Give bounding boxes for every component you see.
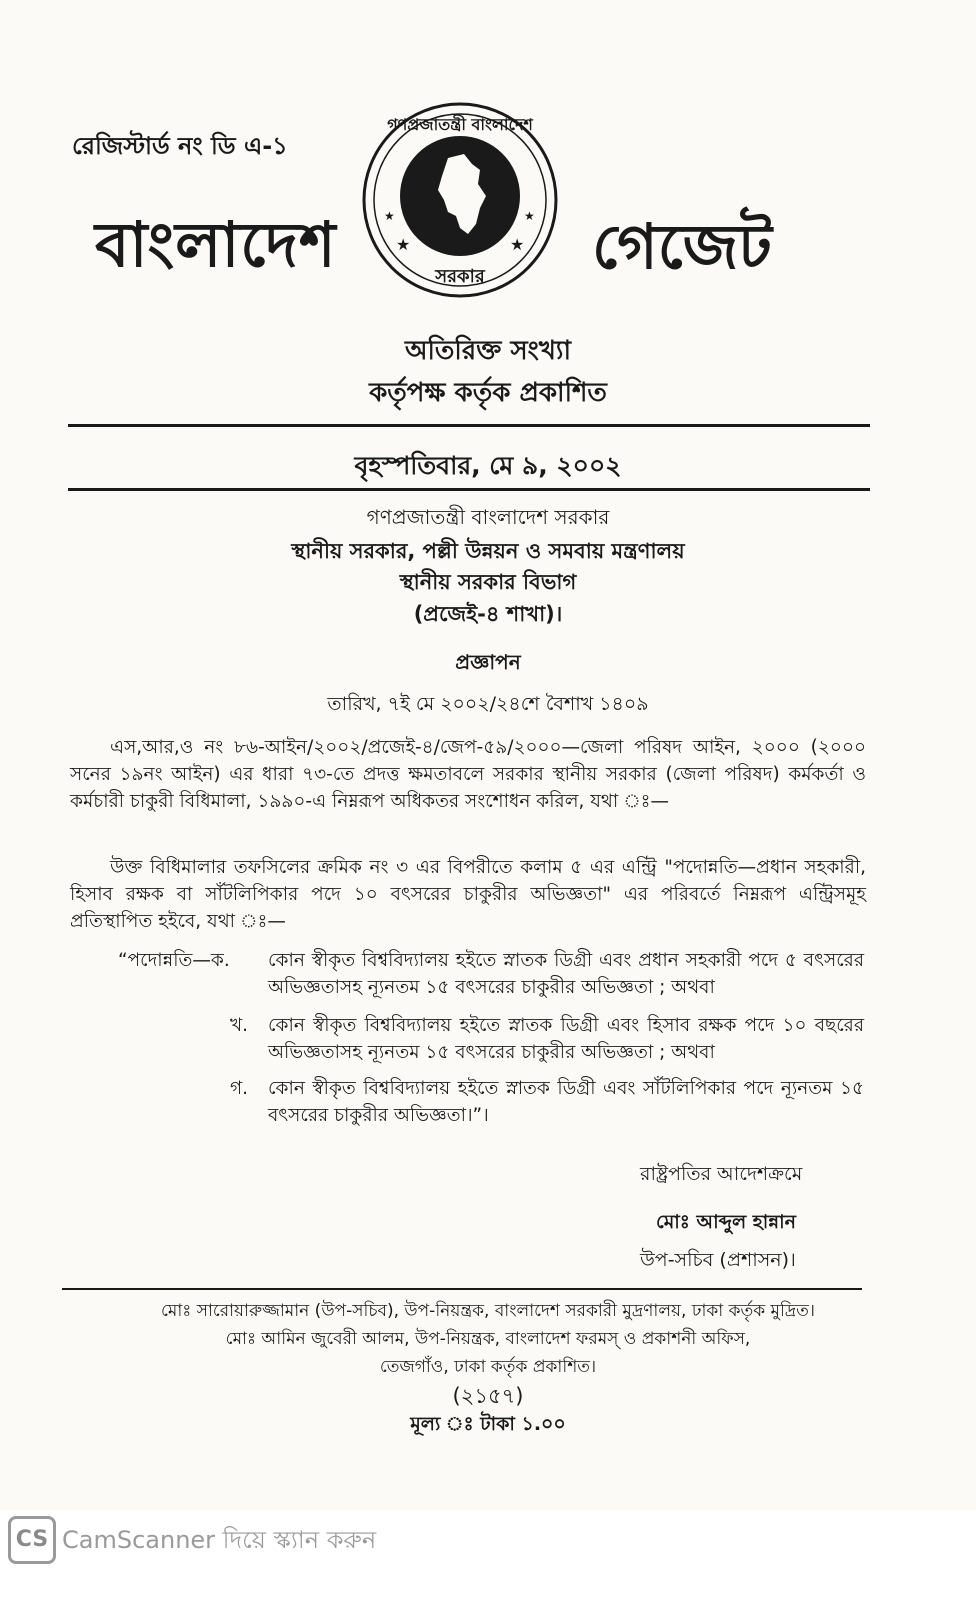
government-name: গণপ্রজাতন্ত্রী বাংলাদেশ সরকার (366, 505, 610, 529)
ministry-name: স্থানীয় সরকার, পল্লী উন্নয়ন ও সমবায় মন্ত্রণালয় (291, 539, 685, 563)
notice-paragraph-2: উক্ত বিধিমালার তফসিলের ক্রমিক নং ৩ এর বিপরীতে কলাম ৫ এর এন্ট্রি "পদোন্নতি—প্রধান সহকারী, হিসাব রক্ষক বা সাঁটলিপিকার পদে ১০ বৎসরের চাকুরীর অভিজ্ঞতা" এর পরিবর্তে নিম্নরূপ এন্ট্রিসমূহ প্রতিস্থাপিত হইবে, যথা ঃ— (70, 857, 866, 932)
footer-published-by-1: মোঃ আমিন জুবেরী আলম, উপ-নিয়ন্ত্রক, বাংলাদেশ ফরমস্ ও প্রকাশনী অফিস, (225, 1329, 751, 1349)
seal-top-text: গণপ্রজাতন্ত্রী বাংলাদেশ (387, 115, 533, 134)
masthead-title-right: গেজেট (592, 210, 772, 283)
gazette-date: বৃহস্পতিবার, মে ৯, ২০০২ (354, 451, 622, 480)
signature-order: রাষ্ট্রপতির আদেশক্রমে (640, 1163, 803, 1185)
svg-text:★: ★ (396, 235, 411, 254)
government-seal-icon (360, 100, 560, 300)
camscanner-watermark-text: CamScanner দিয়ে স্ক্যান করুন (62, 1526, 377, 1554)
header-rule-bottom (68, 488, 870, 491)
notice-paragraph-1: এস,আর,ও নং ৮৬-আইন/২০০২/প্রজেই-৪/জেপ-৫৯/২০০০—জেলা পরিষদ আইন, ২০০০ (২০০০ সনের ১৯নং আইন) এর ধারা ৭৩-তে প্রদত্ত ক্ষমতাবলে সরকার স্থানীয় সরকার (জেলা পরিষদ) কর্মকর্তা ও কর্মচারী চাকুরী বিধিমালা, ১৯৯০-এ নিম্নরূপ অধিকতর সংশোধন করিল, যথা ঃ— (70, 737, 866, 812)
header-rule-top (68, 424, 870, 427)
item-b-text: কোন স্বীকৃত বিশ্ববিদ্যালয় হইতে স্নাতক ডিগ্রী এবং হিসাব রক্ষক পদে ১০ বছরের অভিজ্ঞতাসহ ন্যূনতম ১৫ বৎসরের চাকুরীর অভিজ্ঞতা ; অথবা (268, 1015, 864, 1063)
item-b-label: খ. (230, 1015, 249, 1036)
branch-name: (প্রজেই-৪ শাখা)। (413, 602, 563, 626)
extra-issue-label: অতিরিক্ত সংখ্যা (404, 336, 572, 366)
seal-bottom-text: সরকার (435, 266, 485, 287)
notice-title: প্রজ্ঞাপন (455, 650, 521, 674)
registration-number: রেজিস্টার্ড নং ডি এ-১ (72, 132, 288, 160)
footer-printed-by: মোঃ সারোয়ারুজ্জামান (উপ-সচিব), উপ-নিয়ন্ত্রক, বাংলাদেশ সরকারী মুদ্রণালয়, ঢাকা কর্তৃক মুদ্রিত। (161, 1301, 815, 1321)
signature-designation: উপ-সচিব (প্রশাসন)। (640, 1249, 796, 1271)
footer-published-by-2: তেজগাঁও, ঢাকা কর্তৃক প্রকাশিত। (379, 1357, 597, 1377)
item-a-label: “পদোন্নতি—ক. (118, 950, 230, 971)
camscanner-logo-icon: CS (8, 1516, 56, 1564)
item-c-label: গ. (230, 1078, 249, 1099)
notice-date: তারিখ, ৭ই মে ২০০২/২৪শে বৈশাখ ১৪০৯ (327, 693, 649, 715)
svg-text:★: ★ (510, 235, 525, 254)
item-a-text: কোন স্বীকৃত বিশ্ববিদ্যালয় হইতে স্নাতক ডিগ্রী এবং প্রধান সহকারী পদে ৫ বৎসরের অভিজ্ঞতাসহ ন্যূনতম ১৫ বৎসরের চাকুরীর অভিজ্ঞতা ; অথবা (268, 950, 864, 998)
masthead-title-left: বাংলাদেশ (95, 208, 337, 281)
svg-text:★: ★ (524, 209, 535, 223)
item-c-text: কোন স্বীকৃত বিশ্ববিদ্যালয় হইতে স্নাতক ডিগ্রী এবং সাঁটলিপিকার পদে ন্যূনতম ১৫ বৎসরের চাকুরীর অভিজ্ঞতা।”। (268, 1078, 864, 1126)
price: মূল্য ঃ টাকা ১.০০ (410, 1413, 566, 1435)
published-by-authority: কর্তৃপক্ষ কর্তৃক প্রকাশিত (369, 378, 607, 408)
footer-rule (62, 1288, 862, 1290)
svg-text:★: ★ (384, 209, 395, 223)
page-number: (২১৫৭) (452, 1384, 524, 1408)
signature-name: মোঃ আব্দুল হান্নান (656, 1211, 796, 1233)
division-name: স্থানীয় সরকার বিভাগ (399, 570, 577, 594)
